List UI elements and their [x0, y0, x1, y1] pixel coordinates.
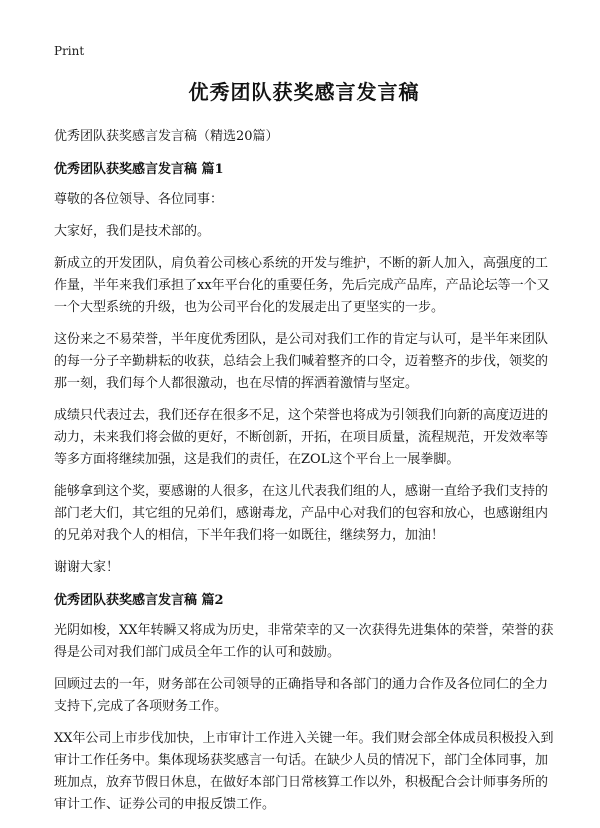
print-link[interactable]: Print [54, 44, 85, 58]
paragraph: 成绩只代表过去，我们还存在很多不足，这个荣誉也将成为引领我们向新的高度迈进的动力，未来我们将会做的更好，不断创新，开拓，在项目质量，流程规范，开发效率等等多方面将继续加强，这是我们的责任，在ZOL这个平台上一展拳脚。 [54, 408, 549, 467]
paragraph: 新成立的开发团队，肩负着公司核心系统的开发与维护，不断的新人加入，高强度的工作量，半年来我们承担了xx年平台化的重要任务，先后完成产品库，产品论坛等一个又一个大型系统的升级，也为公司平台化的发展走出了更坚实的一步。 [54, 256, 550, 315]
paragraph: 光阴如梭，XX年转瞬又将成为历史，非常荣幸的又一次获得先进集体的荣誉，荣誉的获得是公司对我们部门成员全年工作的认可和鼓励。 [54, 623, 554, 660]
paragraph: 谢谢大家！ [54, 560, 120, 575]
page-title: 优秀团队获奖感言发言稿 [188, 80, 420, 104]
document-subtitle: 优秀团队获奖感言发言稿（精选20篇） [54, 129, 279, 144]
paragraph: XX年公司上市步伐加快，上市审计工作进入关键一年。我们财会部全体成员积极投入到审计工作任务中。集体现场获奖感言一句话。在缺少人员的情况下，部门全体同事，加班加点，放弃节假日休息，在做好本部门日常核算工作以外，积极配合会计师事务所的审计工作、证券公司的申报反馈工作。 [54, 731, 554, 812]
paragraph: 能够拿到这个奖，要感谢的人很多，在这儿代表我们组的人，感谢一直给予我们支持的部门老大们，其它组的兄弟们，感谢毒龙，产品中心对我们的包容和放心，也感谢组内的兄弟对我个人的相信，下半年我们将一如既往，继续努力，加油！ [54, 484, 549, 543]
paragraph: 大家好，我们是技术部的。 [54, 224, 211, 239]
section-heading-2: 优秀团队获奖感言发言稿 篇2 [54, 593, 224, 608]
paragraph: 尊敬的各位领导、各位同事： [54, 192, 224, 207]
paragraph: 回顾过去的一年，财务部在公司领导的正确指导和各部门的通力合作及各位同仁的全力支持下,完成了各项财务工作。 [54, 677, 549, 714]
section-heading-1: 优秀团队获奖感言发言稿 篇1 [54, 162, 224, 177]
paragraph: 这份来之不易荣誉，半年度优秀团队，是公司对我们工作的肯定与认可，是半年来团队的每一分子辛勤耕耘的收获，总结会上我们喊着整齐的口令，迈着整齐的步伐，领奖的那一刻，我们每个人都很激动，也在尽情的挥洒着激情与坚定。 [54, 332, 549, 391]
